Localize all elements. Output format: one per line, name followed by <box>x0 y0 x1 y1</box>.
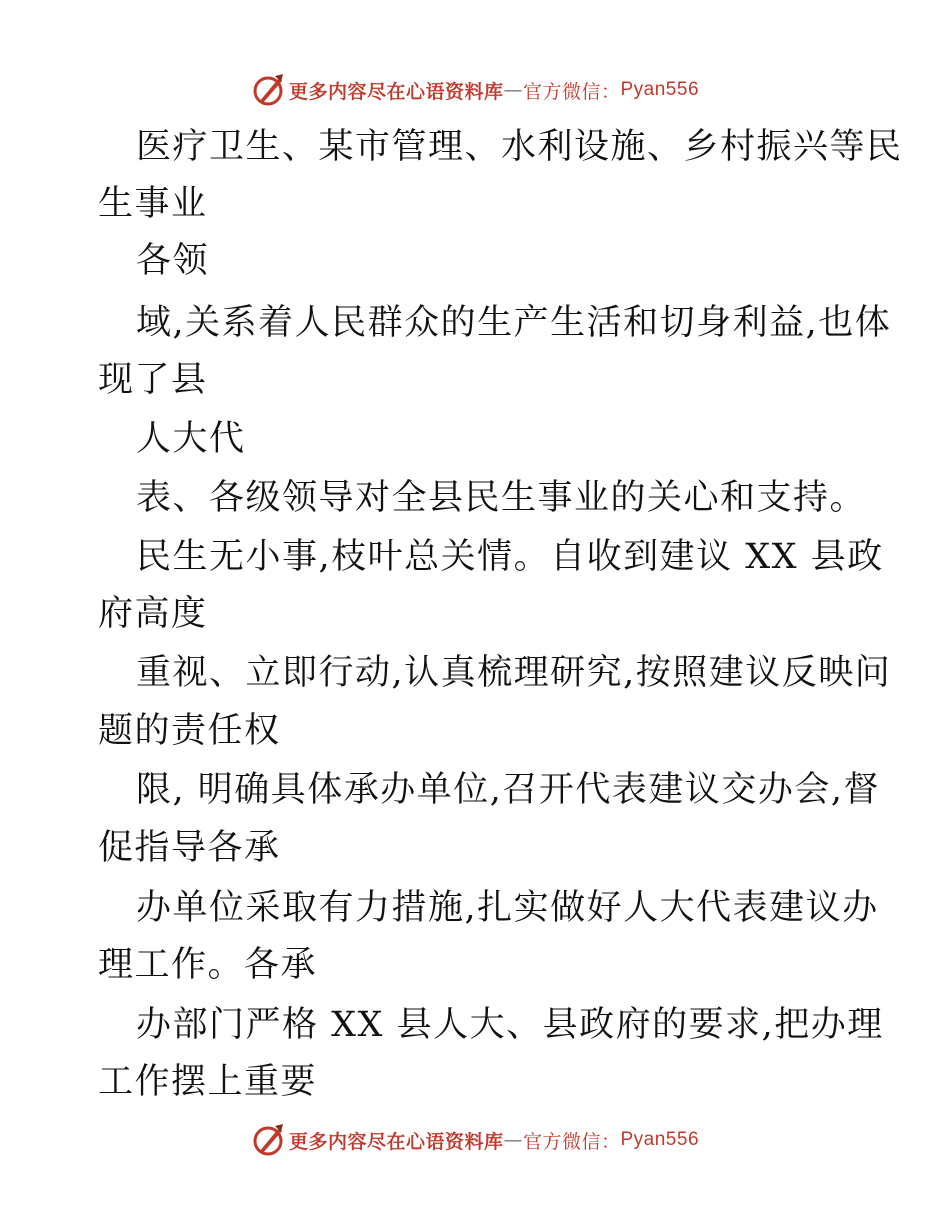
text-line: 域,关系着人民群众的生产生活和切身利益,也体 <box>136 303 892 343</box>
header-watermark <box>0 70 950 110</box>
text-line: 重视、立即行动,认真梳理研究,按照建议反映问 <box>136 653 892 693</box>
quill-logo-icon <box>251 72 287 108</box>
quill-logo-icon <box>251 1122 287 1158</box>
text-line: 工作摆上重要 <box>98 1062 318 1102</box>
text-line: 现了县 <box>98 360 208 400</box>
text-line: 理工作。各承 <box>98 945 318 985</box>
watermark-handle: Pyan556 <box>620 1129 700 1150</box>
text-line: 题的责任权 <box>98 711 281 751</box>
watermark-main-text: 更多内容尽在心语资料库 <box>288 80 504 103</box>
text-line: 促指导各承 <box>98 828 281 868</box>
text-line: 人大代 <box>136 419 246 459</box>
text-line: 各领 <box>136 241 210 281</box>
text-line: 表、各级领导对全县民生事业的关心和支持。 <box>136 478 867 518</box>
watermark-main-text: 更多内容尽在心语资料库 <box>288 1130 504 1153</box>
text-line: 医疗卫生、某市管理、水利设施、乡村振兴等民 <box>136 127 903 167</box>
text-line: 办部门严格 XX 县人大、县政府的要求,把办理 <box>136 1005 884 1045</box>
footer-watermark <box>0 1120 950 1160</box>
watermark-handle: Pyan556 <box>620 79 700 100</box>
watermark-sub-text: 官方微信： <box>522 80 621 103</box>
text-line: 生事业 <box>98 184 208 224</box>
text-line: 府高度 <box>98 594 208 634</box>
watermark-sub-text: 官方微信： <box>522 1130 621 1153</box>
text-line: 办单位采取有力措施,扎实做好人大代表建议办 <box>136 888 879 928</box>
watermark-dash: — <box>503 1129 523 1151</box>
text-line: 限, 明确具体承办单位,召开代表建议交办会,督 <box>136 770 881 810</box>
text-line: 民生无小事,枝叶总关情。自收到建议 XX 县政 <box>136 537 884 577</box>
watermark-dash: — <box>503 79 523 101</box>
